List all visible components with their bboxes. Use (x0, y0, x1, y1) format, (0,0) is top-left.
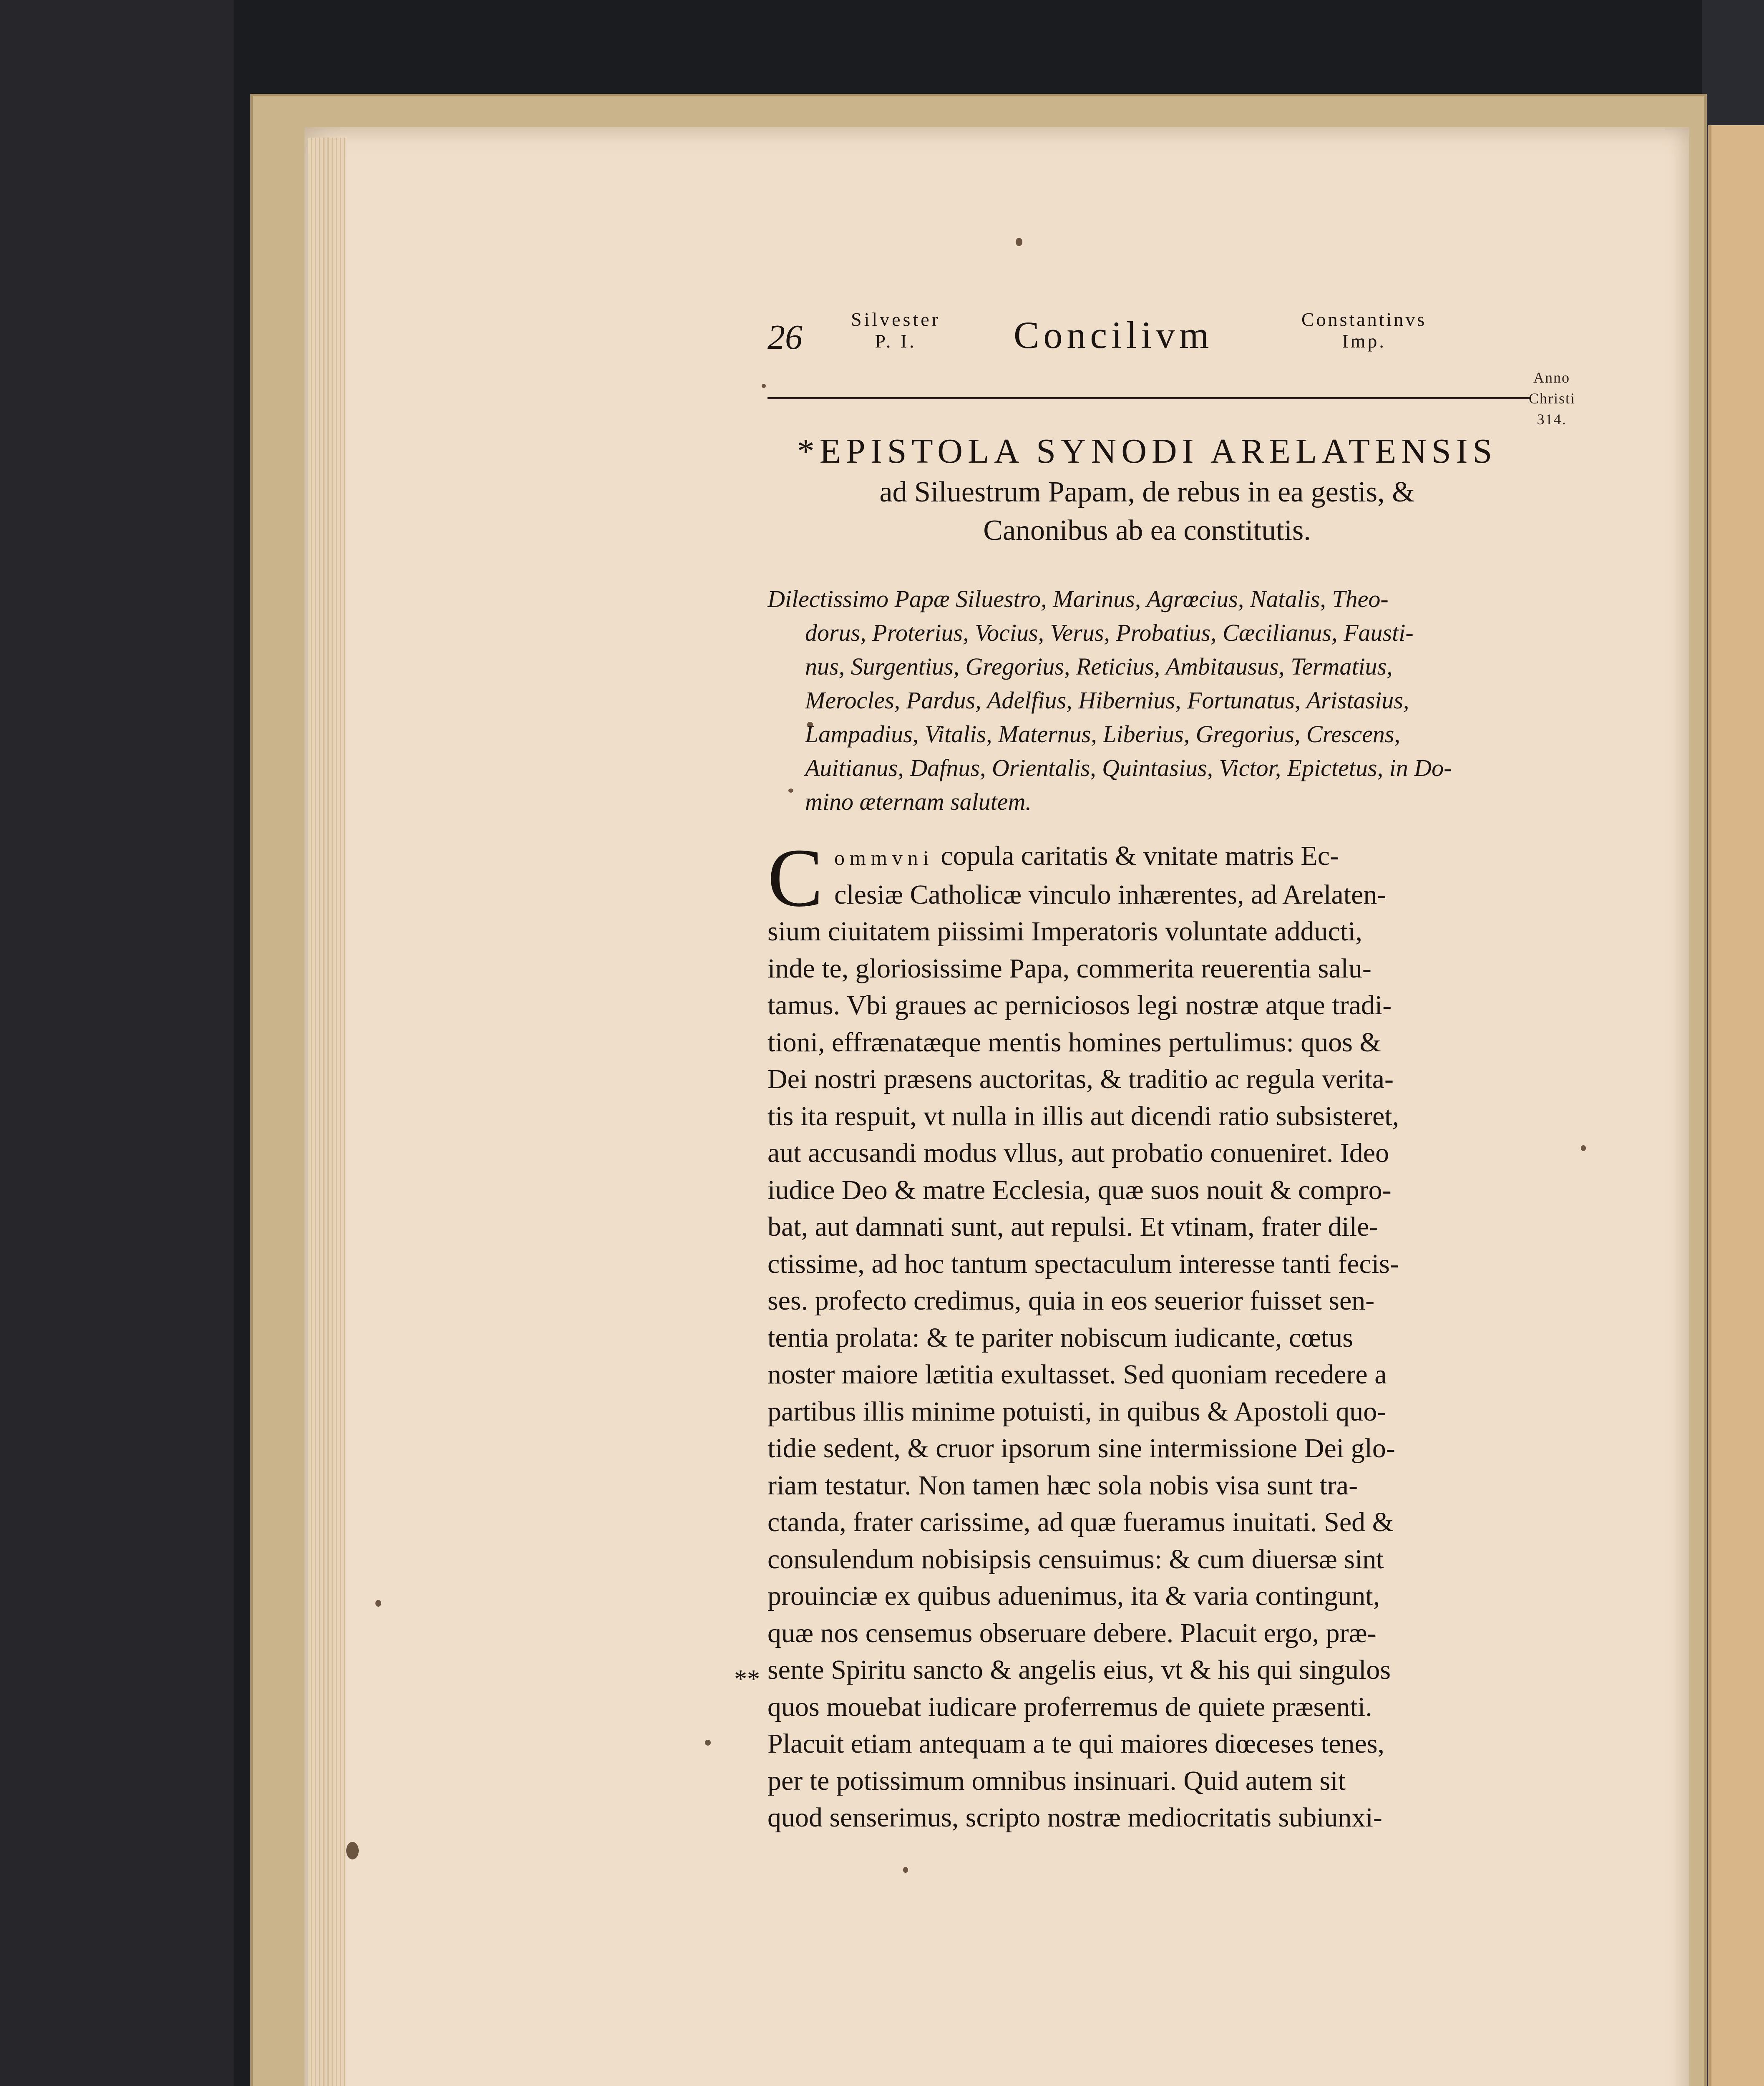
body-line: tioni, effrænatæque mentis homines pertulimus: quos & (768, 1027, 1381, 1058)
body-line: quod senserimus, scripto nostræ mediocritatis subiunxi- (768, 1802, 1382, 1833)
body-line: ses. profecto credimus, quia in eos seuerior fuisset sen- (768, 1285, 1375, 1316)
body-line: tentia prolata: & te pariter nobiscum iudicante, cœtus (768, 1322, 1353, 1353)
body-line: tis ita respuit, vt nulla in illis aut dicendi ratio subsisteret, (768, 1101, 1399, 1131)
body-line: sium ciuitatem piissimi Imperatoris voluntate adducti, (768, 916, 1363, 947)
body-line: noster maiore lætitia exultasset. Sed quoniam recedere a (768, 1359, 1387, 1390)
epistle-body (768, 832, 1531, 1837)
body-line: quos mouebat iudicare proferremus de quiete præsenti. (768, 1691, 1372, 1722)
body-line: Dei nostri præsens auctoritas, & traditio ac regula verita- (768, 1064, 1394, 1094)
running-head-right-line2: Imp. (1342, 330, 1386, 352)
body-line-text: copula caritatis & vnitate matris Ec- (941, 841, 1339, 871)
salutation (768, 582, 1531, 819)
page-edges (308, 138, 345, 2086)
body-line: ctissime, ad hoc tantum spectaculum interesse tanti fecis- (768, 1248, 1399, 1279)
body-line: prouinciæ ex quibus aduenimus, ita & varia contingunt, (768, 1581, 1380, 1611)
body-line: ctanda, frater carissime, ad quæ fueramus inuitati. Sed & (768, 1507, 1394, 1537)
next-page-edge (1708, 125, 1764, 2086)
body-line: consulendum nobisipsis censuimus: & cum diuersæ sint (768, 1544, 1384, 1575)
salutation-line: Dilectissimo Papæ Siluestro, Marinus, Agrœcius, Natalis, Theo- (768, 585, 1389, 612)
foxing-spot (1581, 1145, 1586, 1151)
running-head-title: Concilivm (1014, 314, 1213, 356)
foxing-spot (903, 1867, 908, 1873)
body-line: per te potissimum omnibus insinuari. Quid autem sit (768, 1765, 1346, 1796)
body-line: partibus illis minime potuisti, in quibus & Apostoli quo- (768, 1396, 1387, 1427)
margin-note-year (1529, 367, 1575, 430)
margin-note-line1: Anno (1533, 369, 1570, 386)
heading-line3: Canonibus ab ea constitutis. (983, 514, 1311, 547)
salutation-line: dorus, Proterius, Vocius, Verus, Probatius, Cæcilianus, Fausti- (805, 619, 1414, 646)
drop-capital: C (768, 832, 823, 924)
salutation-line: Merocles, Pardus, Adelfius, Hibernius, Fortunatus, Aristasius, (805, 687, 1409, 714)
running-head-left-line1: Silvester (851, 309, 941, 330)
body-line: bat, aut damnati sunt, aut repulsi. Et vtinam, frater dile- (768, 1212, 1379, 1242)
epistle-heading (755, 430, 1539, 550)
body-line (768, 838, 1531, 877)
body-line: quæ nos censemus obseruare debere. Placuit ergo, præ- (768, 1617, 1376, 1648)
body-line: iudice Deo & matre Ecclesia, quæ suos nouit & compro- (768, 1174, 1392, 1205)
salutation-line: nus, Surgentius, Gregorius, Reticius, Ambitausus, Termatius, (805, 653, 1393, 680)
running-head-right (1301, 309, 1427, 352)
foxing-spot (346, 1842, 359, 1859)
body-line: Placuit etiam antequam a te qui maiores diœceses tenes, (768, 1728, 1385, 1759)
head-rule (768, 397, 1531, 399)
heading-line1-text: EPISTOLA SYNODI ARELATENSIS (819, 432, 1497, 471)
foxing-spot (375, 1600, 381, 1607)
margin-note-line2: Christi (1529, 390, 1576, 407)
marginal-mark: ** (734, 1665, 760, 1693)
salutation-line: Lampadius, Vitalis, Maternus, Liberius, Gregorius, Crescens, (805, 721, 1400, 748)
first-word: ommvni (834, 846, 934, 869)
heading-line2: ad Siluestrum Papam, de rebus in ea gestis, & (879, 476, 1415, 508)
page-number: 26 (768, 318, 803, 357)
running-head (768, 309, 1531, 375)
running-head-right-line1: Constantinvs (1301, 309, 1427, 330)
salutation-line: Auitianus, Dafnus, Orientalis, Quintasius, Victor, Epictetus, in Do- (805, 754, 1452, 781)
body-line: sente Spiritu sancto & angelis eius, vt & his qui singulos (768, 1655, 1391, 1685)
body-line: aut accusandi modus vllus, aut probatio conueniret. Ideo (768, 1138, 1389, 1168)
margin-note-line3: 314. (1537, 411, 1567, 428)
body-line: tamus. Vbi graues ac perniciosos legi nostræ atque tradi- (768, 990, 1392, 1020)
body-line: tidie sedent, & cruor ipsorum sine intermissione Dei glo- (768, 1433, 1395, 1464)
foxing-spot (762, 384, 766, 388)
left-board (0, 0, 234, 2086)
body-line: inde te, gloriosissime Papa, commerita reuerentia salu- (768, 953, 1371, 984)
heading-mark: * (797, 432, 820, 471)
foxing-spot (1016, 238, 1022, 246)
heading-line1 (755, 430, 1539, 473)
body-line: clesiæ Catholicæ vinculo inhærentes, ad Arelaten- (834, 879, 1387, 910)
foxing-spot (705, 1740, 711, 1746)
running-head-left-line2: P. I. (875, 330, 917, 352)
salutation-line: mino æternam salutem. (805, 788, 1032, 815)
body-line: riam testatur. Non tamen hæc sola nobis visa sunt tra- (768, 1470, 1358, 1501)
running-head-left (851, 309, 941, 352)
